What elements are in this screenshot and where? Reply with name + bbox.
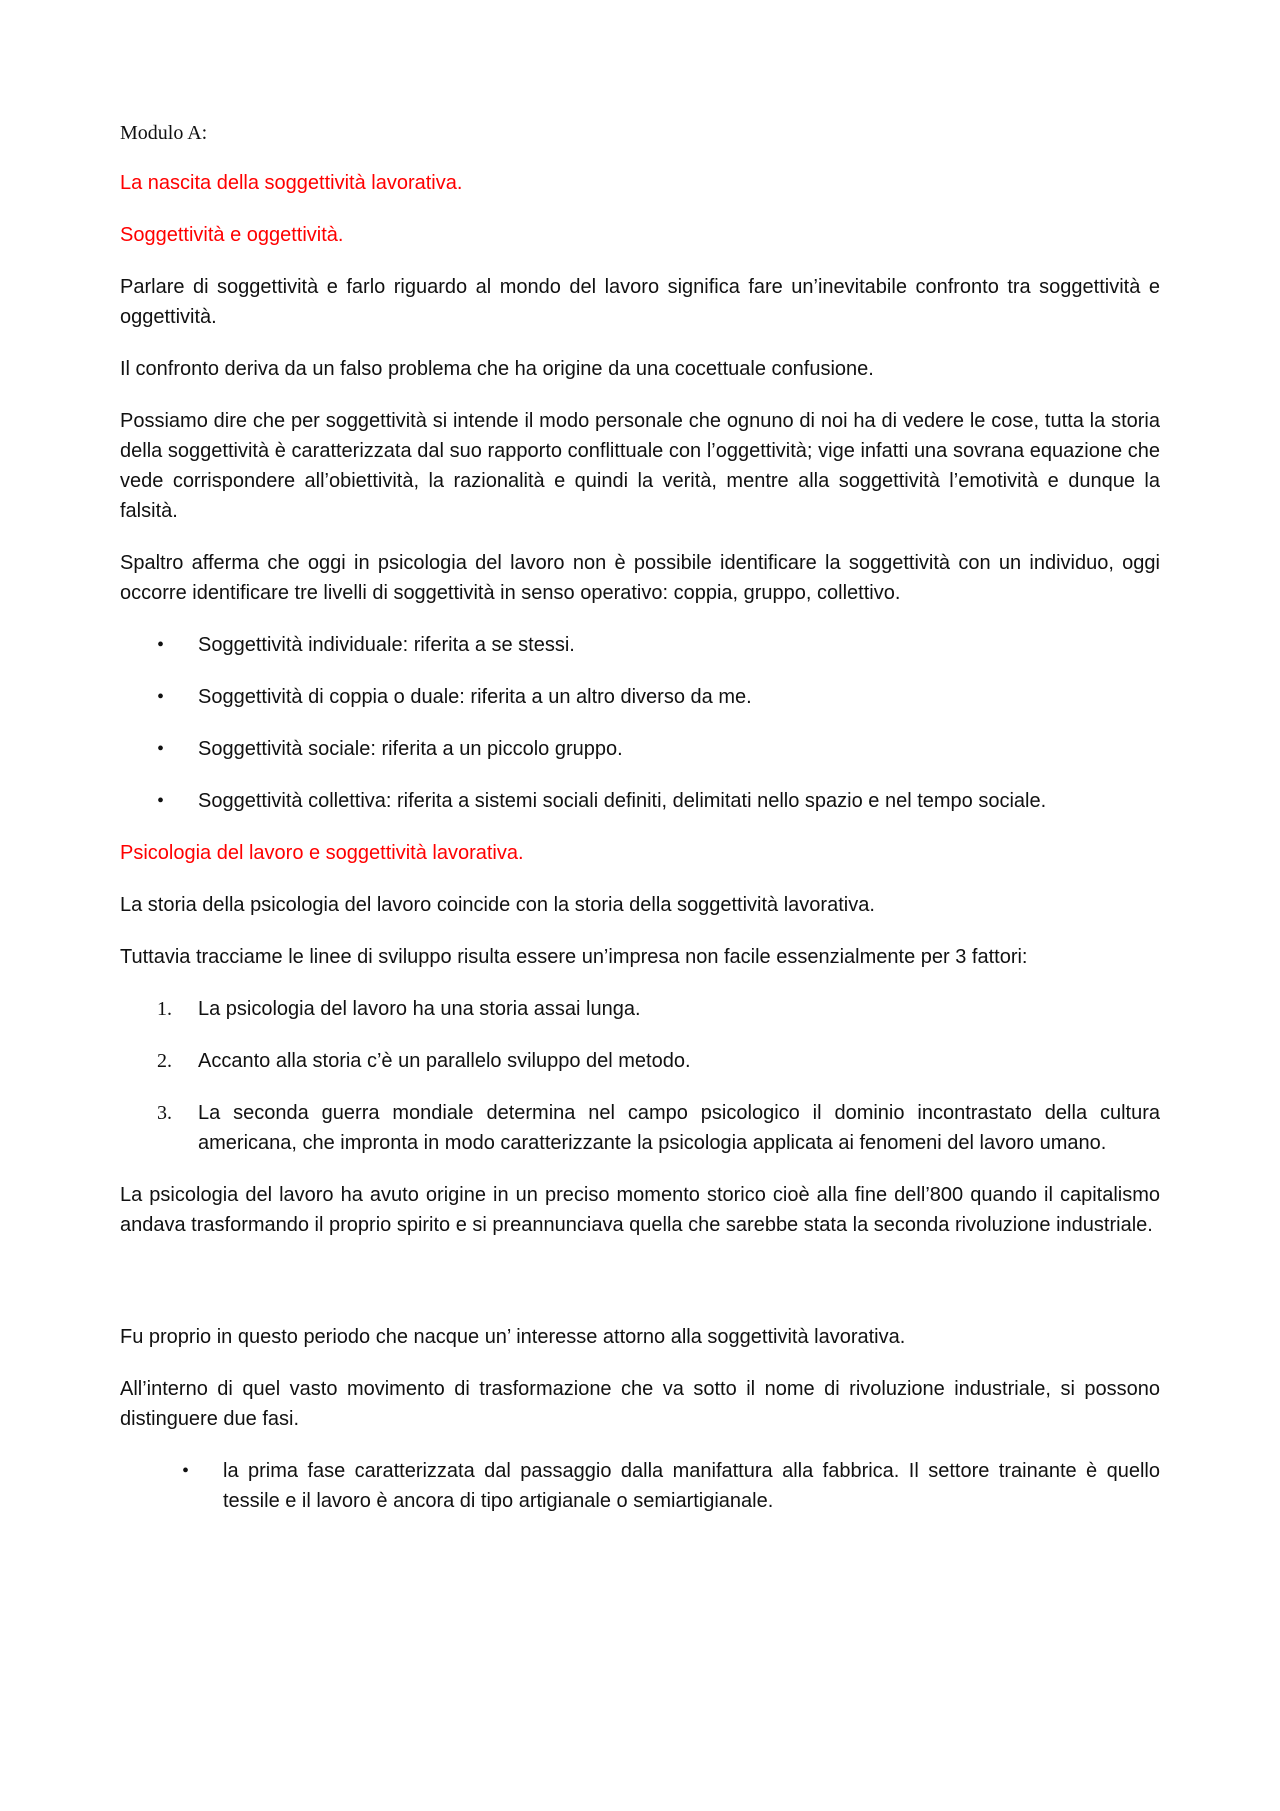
list-item-text: la prima fase caratterizzata dal passaggio dalla manifattura alla fabbrica. Il settore trainante è quello tessile e il lavoro è ancora di tipo artigianale o semiartigianale. xyxy=(223,1460,1160,1512)
list-number: 1. xyxy=(157,998,172,1020)
list-item xyxy=(120,994,1160,1024)
paragraph: Tuttavia tracciame le linee di sviluppo risulta essere un’impresa non facile essenzialmente per 3 fattori: xyxy=(120,946,1028,968)
document-title: La nascita della soggettività lavorativa. xyxy=(120,172,463,194)
list-number: 3. xyxy=(157,1102,172,1124)
paragraph: Possiamo dire che per soggettività si intende il modo personale che ognuno di noi ha di vedere le cose, tutta la storia della soggettività è caratterizzata dal suo rapporto conflittuale con l’oggettività; vige infatti una sovrana equazione che vede corrispondere all’obiettività, la razionalità e quindi la verità, mentre alla soggettività l’emotività e dunque la falsità. xyxy=(120,410,1160,522)
paragraph: Parlare di soggettività e farlo riguardo al mondo del lavoro significa fare un’inevitabile confronto tra soggettività e oggettività. xyxy=(120,276,1160,328)
list-item-text: Soggettività collettiva: riferita a sistemi sociali definiti, delimitati nello spazio e nel tempo sociale. xyxy=(198,790,1047,812)
bullet-icon: • xyxy=(182,1460,190,1482)
paragraph: Fu proprio in questo periodo che nacque un’ interesse attorno alla soggettività lavorativa. xyxy=(120,1326,906,1348)
list-item-text: Soggettività individuale: riferita a se stessi. xyxy=(198,634,575,656)
list-item-text: Accanto alla storia c’è un parallelo sviluppo del metodo. xyxy=(198,1050,691,1072)
list-item-text: La psicologia del lavoro ha una storia assai lunga. xyxy=(198,998,641,1020)
document-page xyxy=(120,118,1160,1538)
paragraph: Il confronto deriva da un falso problema che ha origine da una cocettuale confusione. xyxy=(120,358,874,380)
list-item xyxy=(120,786,1160,816)
list-item xyxy=(120,1098,1160,1158)
bullet-icon: • xyxy=(157,634,165,656)
bullet-icon: • xyxy=(157,790,165,812)
phases-list xyxy=(120,1456,1160,1516)
paragraph: La psicologia del lavoro ha avuto origine in un preciso momento storico cioè alla fine dell’800 quando il capitalismo andava trasformando il proprio spirito e si preannunciava quella che sarebbe stata la seconda rivoluzione industriale. xyxy=(120,1184,1160,1236)
list-item xyxy=(120,630,1160,660)
bullet-icon: • xyxy=(157,738,165,760)
module-label: Modulo A: xyxy=(120,122,208,144)
list-item-text: Soggettività sociale: riferita a un piccolo gruppo. xyxy=(198,738,623,760)
list-item xyxy=(120,682,1160,712)
paragraph: All’interno di quel vasto movimento di trasformazione che va sotto il nome di rivoluzione industriale, si possono distinguere due fasi. xyxy=(120,1378,1160,1430)
list-number: 2. xyxy=(157,1050,172,1072)
list-item xyxy=(120,734,1160,764)
list-item-text: La seconda guerra mondiale determina nel campo psicologico il dominio incontrastato della cultura americana, che impronta in modo caratterizzante la psicologia applicata ai fenomeni del lavoro umano. xyxy=(198,1102,1160,1154)
paragraph: La storia della psicologia del lavoro coincide con la storia della soggettività lavorativa. xyxy=(120,894,875,916)
paragraph: Spaltro afferma che oggi in psicologia del lavoro non è possibile identificare la soggettività con un individuo, oggi occorre identificare tre livelli di soggettività in senso operativo: coppia, gruppo, collettivo. xyxy=(120,552,1160,604)
list-item xyxy=(120,1456,1160,1516)
section-heading-soggettivita: Soggettività e oggettività. xyxy=(120,224,344,246)
factors-list xyxy=(120,994,1160,1158)
list-item-text: Soggettività di coppia o duale: riferita a un altro diverso da me. xyxy=(198,686,752,708)
list-item xyxy=(120,1046,1160,1076)
soggettivita-levels-list xyxy=(120,630,1160,816)
bullet-icon: • xyxy=(157,686,165,708)
blank-space xyxy=(120,1262,1160,1322)
section-heading-psicologia: Psicologia del lavoro e soggettività lavorativa. xyxy=(120,842,524,864)
